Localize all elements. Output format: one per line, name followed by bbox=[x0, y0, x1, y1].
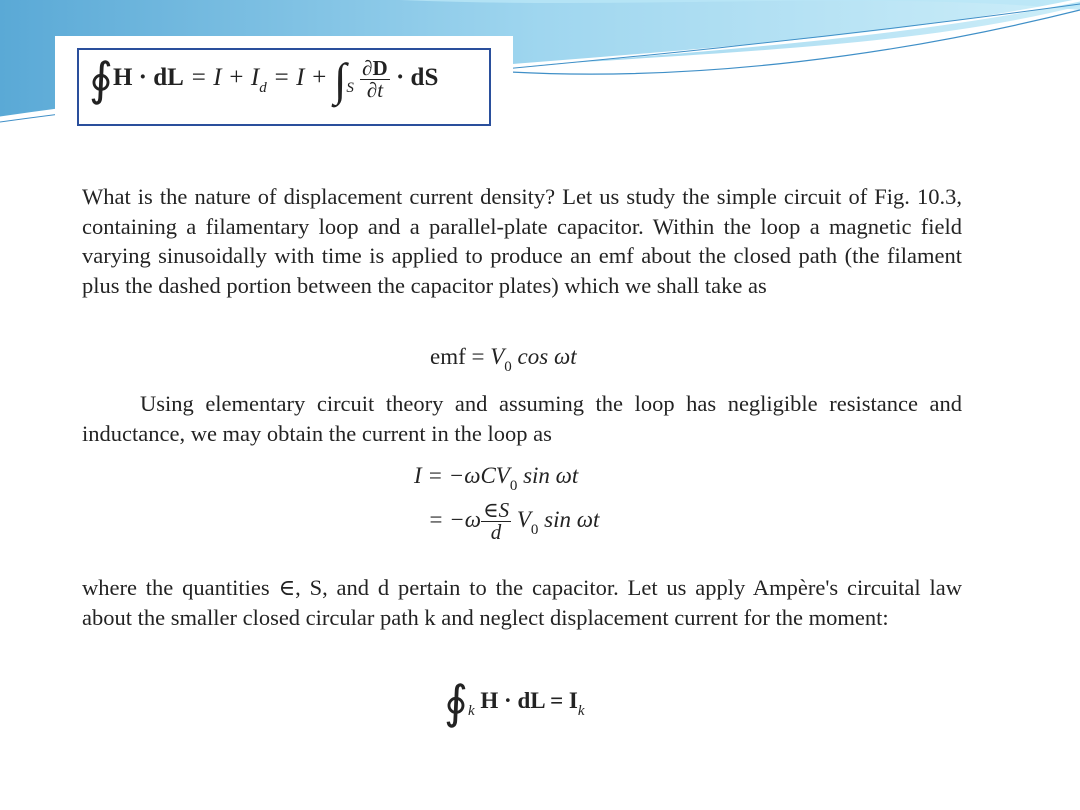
equation-current-line2 bbox=[428, 500, 599, 543]
header-eq-frac-num: ∂D bbox=[362, 56, 388, 80]
current-line2-rhs: V bbox=[516, 506, 531, 532]
current-line2-sub: 0 bbox=[530, 521, 539, 538]
paragraph-1: What is the nature of displacement current density? Let us study the simple circuit of Fig. 10.3, containing a filamentary loop and a parallel-plate capacitor. Within the loop a magnetic field varying sinusoidally with time is applied to produce an emf about the closed path (the filament plus the dashed portion between the capacitor plates) which we shall take as bbox=[82, 184, 962, 298]
emf-tail: cos ωt bbox=[517, 344, 577, 369]
header-equation-panel bbox=[55, 36, 513, 150]
header-eq-mid-sub: d bbox=[259, 80, 267, 97]
header-eq-rhs-end: · dS bbox=[395, 64, 439, 92]
header-eq-lhs: H · dL bbox=[112, 64, 184, 92]
equation-ampere bbox=[444, 677, 585, 728]
paragraph-2: Using elementary circuit theory and assuming the loop has negligible resistance and inductance, we may obtain the current in the loop as bbox=[82, 391, 962, 446]
text-page bbox=[72, 160, 972, 755]
emf-sub: 0 bbox=[504, 359, 512, 375]
current-line1-tail: sin ωt bbox=[523, 463, 579, 488]
header-equation-box bbox=[77, 48, 491, 126]
current-line2-num: ∈S bbox=[483, 498, 510, 522]
paragraph-3: where the quantities ∈, S, and d pertain to the capacitor. Let us apply Ampère's circuital law about the smaller closed circular path k and neglect displacement current for the moment: bbox=[82, 575, 962, 630]
surface-integral-symbol: ∫ bbox=[333, 54, 347, 106]
equation-emf bbox=[430, 344, 577, 375]
header-eq-mid: = I + I bbox=[190, 64, 260, 92]
header-eq-rhs-start: = I + bbox=[272, 64, 328, 92]
current-line1-lhs: I = bbox=[414, 463, 443, 488]
ampere-contour-integral-symbol: ∮ bbox=[444, 677, 468, 728]
header-eq-fraction bbox=[360, 58, 390, 101]
current-line2-den: d bbox=[490, 520, 502, 544]
current-line1-rhs: −ωCV bbox=[448, 463, 510, 488]
emf-rhs: V bbox=[490, 344, 505, 369]
ampere-lhs: H · dL = I bbox=[480, 688, 578, 713]
current-line1-sub: 0 bbox=[509, 478, 518, 494]
current-line2-lhs: = −ω bbox=[428, 506, 482, 532]
ampere-sub: k bbox=[577, 703, 585, 719]
ampere-int-sub: k bbox=[467, 703, 475, 719]
contour-integral-symbol: ∮ bbox=[89, 54, 113, 106]
equation-current-line1 bbox=[414, 463, 579, 494]
header-equation bbox=[89, 54, 439, 106]
current-line2-tail: sin ωt bbox=[544, 506, 600, 532]
header-eq-frac-den: ∂t bbox=[366, 78, 384, 102]
emf-lhs: emf = bbox=[430, 344, 485, 369]
current-line2-fraction bbox=[481, 500, 511, 543]
header-eq-int-sub: S bbox=[346, 80, 354, 97]
